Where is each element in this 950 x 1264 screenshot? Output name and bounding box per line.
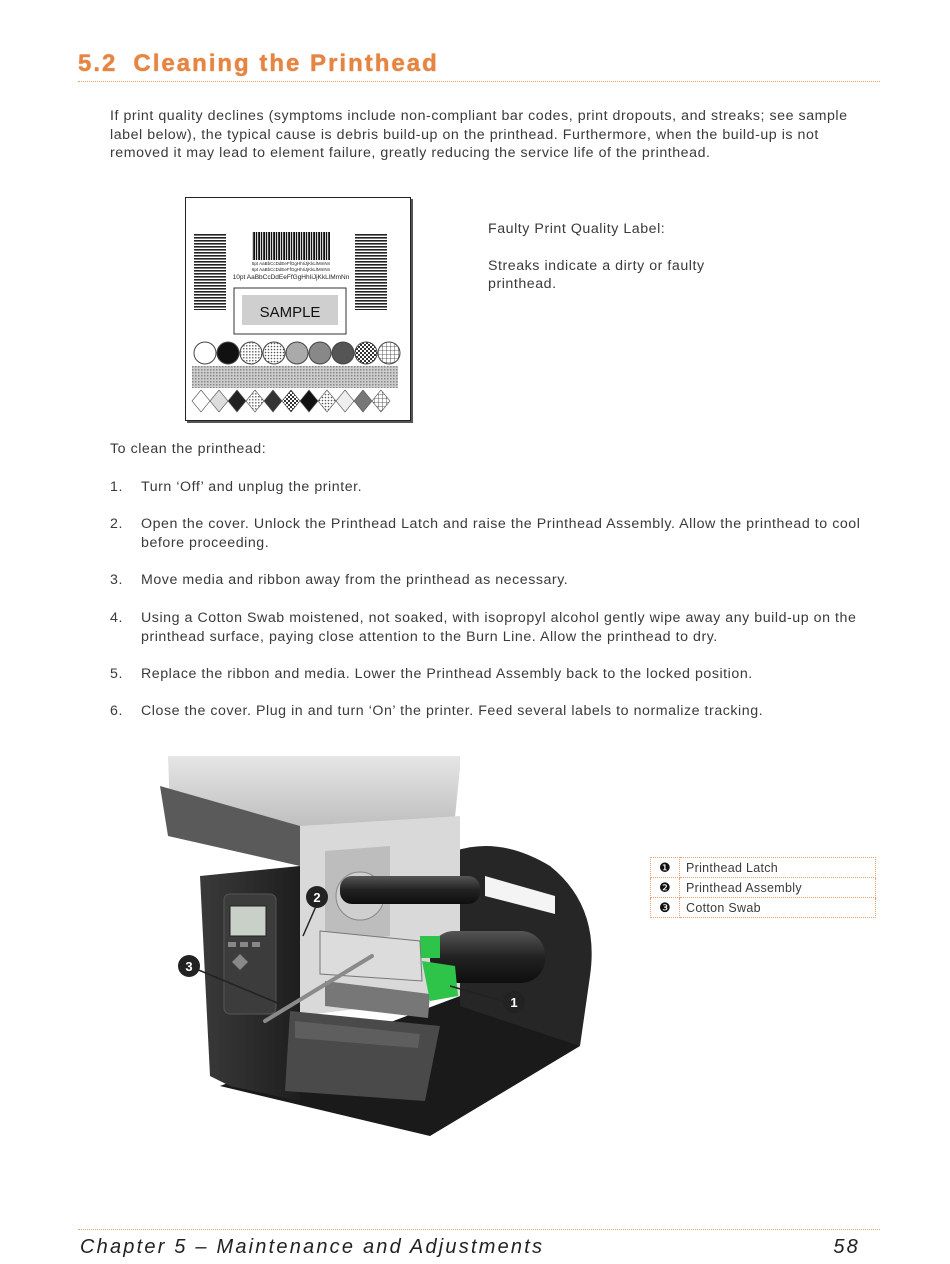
- callout-2: [306, 886, 328, 908]
- cleaning-steps: [110, 478, 880, 721]
- callout-1: [503, 991, 525, 1013]
- label-caption: [488, 220, 768, 312]
- step-text: Turn ‘Off’ and unplug the printer.: [141, 479, 363, 495]
- step-number: 5.: [110, 665, 123, 682]
- step-number: 4.: [110, 609, 123, 626]
- printer-lcd-display: [230, 906, 266, 936]
- font-sample-line-2: 6pt AaBbCcDdEeFfGgHhIiJjKkLlMmNn: [251, 267, 331, 272]
- callout-3-label: 3: [185, 959, 193, 974]
- step-item: [110, 609, 880, 646]
- step-item: [110, 478, 880, 497]
- step-number: 3.: [110, 572, 123, 589]
- callout-3: [178, 955, 200, 977]
- left-stacked-barcode: [194, 234, 226, 310]
- font-sample-line-1: 5pt AaBbCcDdEeFfGgHhIiJjKkLlMmNn: [251, 261, 331, 266]
- font-sample-line-3: 10pt AaBbCcDdEeFfGgHhIiJjKkLlMmNn: [232, 274, 350, 281]
- step-number: 2.: [110, 516, 123, 533]
- center-barcode: [252, 232, 330, 260]
- step-text: Close the cover. Plug in and turn ‘On’ the printer. Feed several labels to normalize tracking.: [141, 703, 764, 720]
- parts-legend: [650, 857, 876, 918]
- legend-marker: ❶: [651, 858, 680, 878]
- callout-2-label: 2: [313, 890, 321, 905]
- page-footer: [80, 1236, 860, 1259]
- page-number: 58: [833, 1236, 860, 1258]
- step-number: 6.: [110, 703, 123, 720]
- chapter-title: Chapter 5 – Maintenance and Adjustments: [80, 1236, 545, 1258]
- step-item: [110, 665, 880, 684]
- sample-text: SAMPLE: [259, 304, 321, 321]
- step-item: [110, 571, 880, 590]
- intro-paragraph: If print quality declines (symptoms include non-compliant bar codes, print dropouts, and streaks; see sample label below), the typical cause is debris build-up on the printhead. Furthermore, when the build-up is not removed it may lead to element failure, greatly reducing the service life of the printhead.: [110, 108, 848, 162]
- caption-body: Streaks indicate a dirty or faulty printhead.: [488, 257, 705, 293]
- ribbon-supply-spindle: [340, 876, 480, 904]
- sample-label-drawing: [186, 198, 410, 420]
- legend-marker: ❸: [651, 898, 680, 918]
- step-number: 1.: [110, 479, 123, 495]
- step-item: [110, 702, 880, 721]
- header-rule: [78, 81, 880, 82]
- legend-marker: ❷: [651, 878, 680, 898]
- diamond-swatches: [192, 390, 390, 412]
- step-text: Move media and ribbon away from the printhead as necessary.: [141, 572, 569, 589]
- legend-label: Printhead Latch: [680, 858, 876, 878]
- section-number: 5.2: [78, 50, 118, 77]
- step-text: Open the cover. Unlock the Printhead Latch and raise the Printhead Assembly. Allow the printhead to cool before proceeding.: [141, 516, 861, 552]
- sample-label-image: [185, 197, 411, 421]
- legend-row: [651, 898, 876, 918]
- printer-illustration: [160, 756, 610, 1146]
- circle-swatches: [194, 342, 400, 364]
- section-title-text: Cleaning the Printhead: [133, 50, 439, 77]
- right-stacked-barcode: [355, 234, 387, 310]
- step-item: [110, 515, 880, 552]
- step-text: Replace the ribbon and media. Lower the Printhead Assembly back to the locked position.: [141, 665, 753, 682]
- callout-1-label: 1: [510, 995, 518, 1010]
- steps-lead: To clean the printhead:: [110, 441, 267, 457]
- section-title: [78, 50, 439, 78]
- printer-drawing: [160, 756, 610, 1146]
- legend-row: [651, 858, 876, 878]
- step-text: Using a Cotton Swab moistened, not soaked, with isopropyl alcohol gently wipe away any build-up on the printhead surface, paying close attention to the Burn Line. Allow the printhead to dry.: [141, 609, 857, 645]
- caption-title: Faulty Print Quality Label:: [488, 221, 666, 237]
- legend-row: [651, 878, 876, 898]
- legend-label: Printhead Assembly: [680, 878, 876, 898]
- footer-rule: [78, 1229, 880, 1230]
- legend-label: Cotton Swab: [680, 898, 876, 918]
